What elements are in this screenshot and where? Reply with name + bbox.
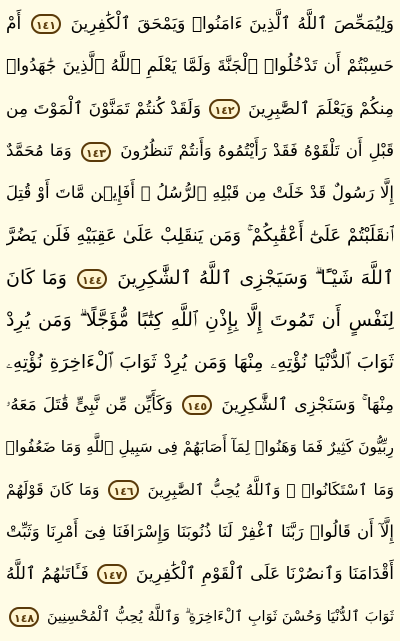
ayah-number-marker: ١٤٣: [81, 142, 111, 162]
line-text: حَسِبْتُمْ أَن تَدْخُلُوا۟ ٱلْجَنَّةَ وَلَمَّا يَعْلَمِ ٱللَّهُ ٱلَّذِينَ جَٰهَدُوا۟: [6, 56, 394, 77]
text-line-2: [6, 45, 394, 87]
line-text: وَمَا مُحَمَّدٌ: [6, 141, 72, 161]
line-text: ٱنقَلَبْتُمْ عَلَىٰٓ أَعْقَٰبِكُمْ ۚ وَمَن يَنقَلِبْ عَلَىٰ عَقِبَيْهِ فَلَن يَضُرَّ: [6, 224, 394, 246]
line-text: مِنْهَا ۚ وَسَنَجْزِى ٱلشَّٰكِرِينَ: [221, 395, 394, 416]
ayah-number-marker: ١٤٥: [182, 395, 212, 415]
text-line-4: [6, 130, 394, 172]
ayah-number-marker: ١٤٨: [9, 607, 39, 627]
text-line-13: [6, 511, 394, 553]
line-text: رِبِّيُّونَ كَثِيرٌ فَمَا وَهَنُوا۟ لِمَآ أَصَابَهُمْ فِى سَبِيلِ ٱللَّهِ وَمَا ضَعُفُوا۟: [6, 438, 394, 457]
ayah-number-marker: ١٤٢: [209, 99, 239, 119]
text-line-14: [6, 553, 394, 595]
text-line-1: [6, 3, 394, 45]
line-text: ٱللَّهَ شَيْـًٔا ۗ وَسَيَجْزِى ٱللَّهُ ٱلشَّٰكِرِينَ: [117, 267, 394, 290]
line-text: مِنكُمْ وَيَعْلَمَ ٱلصَّٰبِرِينَ: [248, 98, 394, 119]
text-line-12: [6, 469, 394, 511]
line-text: وَلَقَدْ كُنتُمْ تَمَنَّوْنَ ٱلْمَوْتَ مِن: [6, 98, 202, 119]
text-lines: [6, 3, 394, 638]
ayah-number-marker: ١٤٧: [97, 564, 127, 584]
line-text: وَمَا كَانَ قَوْلَهُمْ: [6, 480, 100, 499]
line-text: قَبْلِ أَن تَلْقَوْهُ فَقَدْ رَأَيْتُمُوهُ وَأَنتُمْ تَنظُرُونَ: [120, 141, 394, 161]
text-line-7: [6, 257, 394, 299]
line-text: وَكَأَيِّن مِّن نَّبِىٍّ قَٰتَلَ مَعَهُۥ: [6, 395, 173, 416]
line-text: وَمَا ٱسْتَكَانُوا۟ ۗ وَٱللَّهُ يُحِبُّ ٱلصَّٰبِرِينَ: [147, 480, 394, 499]
text-line-10: [6, 384, 394, 426]
line-text: ثَوَابَ ٱلدُّنْيَا وَحُسْنَ ثَوَابِ ٱلْءَاخِرَةِ ۗ وَٱللَّهُ يُحِبُّ ٱلْمُحْسِنِينَ: [46, 608, 394, 625]
ayah-number-marker: ١٤٤: [77, 269, 107, 289]
text-line-3: [6, 88, 394, 130]
text-line-8: [6, 299, 394, 341]
text-line-11: [6, 426, 394, 468]
line-text: وَلِيُمَحِّصَ ٱللَّهُ ٱلَّذِينَ ءَامَنُوا۟ وَيَمْحَقَ ٱلْكَٰفِرِينَ: [70, 14, 394, 34]
line-text: إِلَّا رَسُولٌ قَدْ خَلَتْ مِن قَبْلِهِ ٱلرُّسُلُ ۚ أَفَإِي۟ن مَّاتَ أَوْ قُتِلَ: [6, 183, 394, 203]
line-text: وَمَا كَانَ: [6, 267, 67, 290]
line-text: أَقْدَامَنَا وَٱنصُرْنَا عَلَى ٱلْقَوْمِ ٱلْكَٰفِرِينَ: [135, 564, 394, 585]
text-line-15: [6, 596, 394, 638]
text-line-9: [6, 342, 394, 384]
ayah-number-marker: ١٤١: [31, 14, 61, 34]
line-text: لِنَفْسٍ أَن تَمُوتَ إِلَّا بِإِذْنِ ٱللَّهِ كِتَٰبًا مُّؤَجَّلًا ۗ وَمَن يُرِدْ: [6, 309, 394, 332]
text-line-5: [6, 172, 394, 214]
line-text: إِلَّآ أَن قَالُوا۟ رَبَّنَا ٱغْفِرْ لَنَا ذُنُوبَنَا وَإِسْرَافَنَا فِىٓ أَمْرِنَا وَثَبِّتْ: [6, 522, 394, 542]
ayah-number-marker: ١٤٦: [108, 480, 138, 500]
line-text: أَمْ: [6, 14, 22, 34]
line-text: فَـَٔاتَىٰهُمُ ٱللَّهُ: [6, 564, 89, 585]
line-text: ثَوَابَ ٱلدُّنْيَا نُؤْتِهِۦ مِنْهَا وَمَن يُرِدْ ثَوَابَ ٱلْءَاخِرَةِ نُؤْتِهِۦ: [6, 351, 394, 373]
text-line-6: [6, 215, 394, 257]
